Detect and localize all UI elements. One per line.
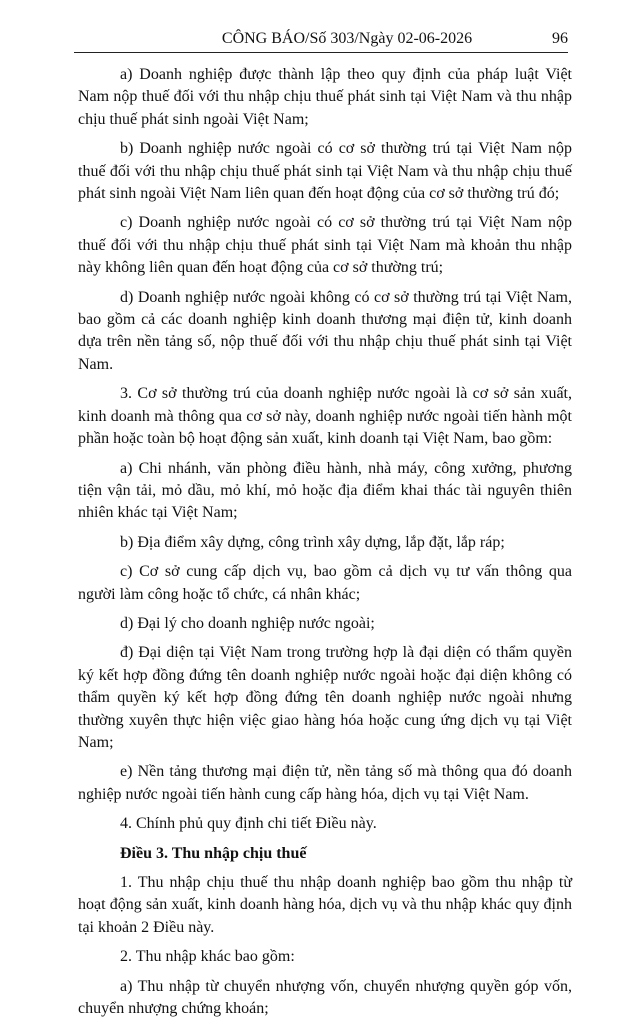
document-body [78,64,572,1027]
page-header [80,27,568,49]
paragraph: d) Đại lý cho doanh nghiệp nước ngoài; [120,614,375,632]
gazette-title: CÔNG BÁO/Số 303/Ngày 02-06-2026 [221,30,473,47]
paragraph: a) Chi nhánh, văn phòng điều hành, nhà máy, công xưởng, phương tiện vận tải, mỏ dầu, mỏ khí, mỏ hoặc địa điểm khai thác tài nguyên thiên nhiên khác tại Việt Nam; [78,459,572,522]
paragraph: 2. Thu nhập khác bao gồm: [120,948,295,966]
paragraph: đ) Đại diện tại Việt Nam trong trường hợp là đại diện có thẩm quyền ký kết hợp đồng đứng tên doanh nghiệp nước ngoài hoặc đại diện không có thẩm quyền ký kết hợp đồng đứng tên doanh nghiệp nước ngoài nhưng thường xuyên thực hiện việc giao hàng hóa hoặc cung ứng dịch vụ tại Việt Nam; [78,644,572,751]
paragraph: 1. Thu nhập chịu thuế thu nhập doanh nghiệp bao gồm thu nhập từ hoạt động sản xuất, kinh doanh hàng hóa, dịch vụ và thu nhập khác quy định tại khoản 2 Điều này. [78,874,572,936]
paragraph: a) Doanh nghiệp được thành lập theo quy định của pháp luật Việt Nam nộp thuế đối với thu nhập chịu thuế phát sinh tại Việt Nam và thu nhập chịu thuế phát sinh ngoài Việt Nam; [78,66,572,128]
paragraph: c) Doanh nghiệp nước ngoài có cơ sở thường trú tại Việt Nam nộp thuế đối với thu nhập chịu thuế phát sinh tại Việt Nam mà khoản thu nhập này không liên quan đến hoạt động của cơ sở thường trú; [78,214,572,277]
header-divider [74,52,568,53]
paragraph: b) Địa điểm xây dựng, công trình xây dựng, lắp đặt, lắp ráp; [120,533,505,551]
paragraph: d) Doanh nghiệp nước ngoài không có cơ sở thường trú tại Việt Nam, bao gồm cả các doanh nghiệp kinh doanh thương mại điện tử, kinh doanh dựa trên nền tảng số, nộp thuế đối với thu nhập chịu thuế phát sinh tại Việt Nam. [78,288,572,373]
paragraph: e) Nền tảng thương mại điện tử, nền tảng số mà thông qua đó doanh nghiệp nước ngoài tiến hành cung cấp hàng hóa, dịch vụ tại Việt Nam. [78,763,572,803]
article-heading: Điều 3. Thu nhập chịu thuế [120,844,307,862]
paragraph: b) Doanh nghiệp nước ngoài có cơ sở thường trú tại Việt Nam nộp thuế đối với thu nhập chịu thuế phát sinh tại Việt Nam và thu nhập chịu thuế phát sinh ngoài Việt Nam liên quan đến hoạt động của cơ sở thường trú đó; [78,140,572,203]
page-number: 96 [552,30,568,47]
paragraph: 3. Cơ sở thường trú của doanh nghiệp nước ngoài là cơ sở sản xuất, kinh doanh mà thông qua cơ sở này, doanh nghiệp nước ngoài tiến hành một phần hoặc toàn bộ hoạt động sản xuất, kinh doanh tại Việt Nam, bao gồm: [78,385,572,448]
paragraph: c) Cơ sở cung cấp dịch vụ, bao gồm cả dịch vụ tư vấn thông qua người làm công hoặc tổ chức, cá nhân khác; [78,563,572,603]
paragraph: 4. Chính phủ quy định chi tiết Điều này. [120,815,377,833]
paragraph: a) Thu nhập từ chuyển nhượng vốn, chuyển nhượng quyền góp vốn, chuyển nhượng chứng khoán; [78,977,572,1018]
